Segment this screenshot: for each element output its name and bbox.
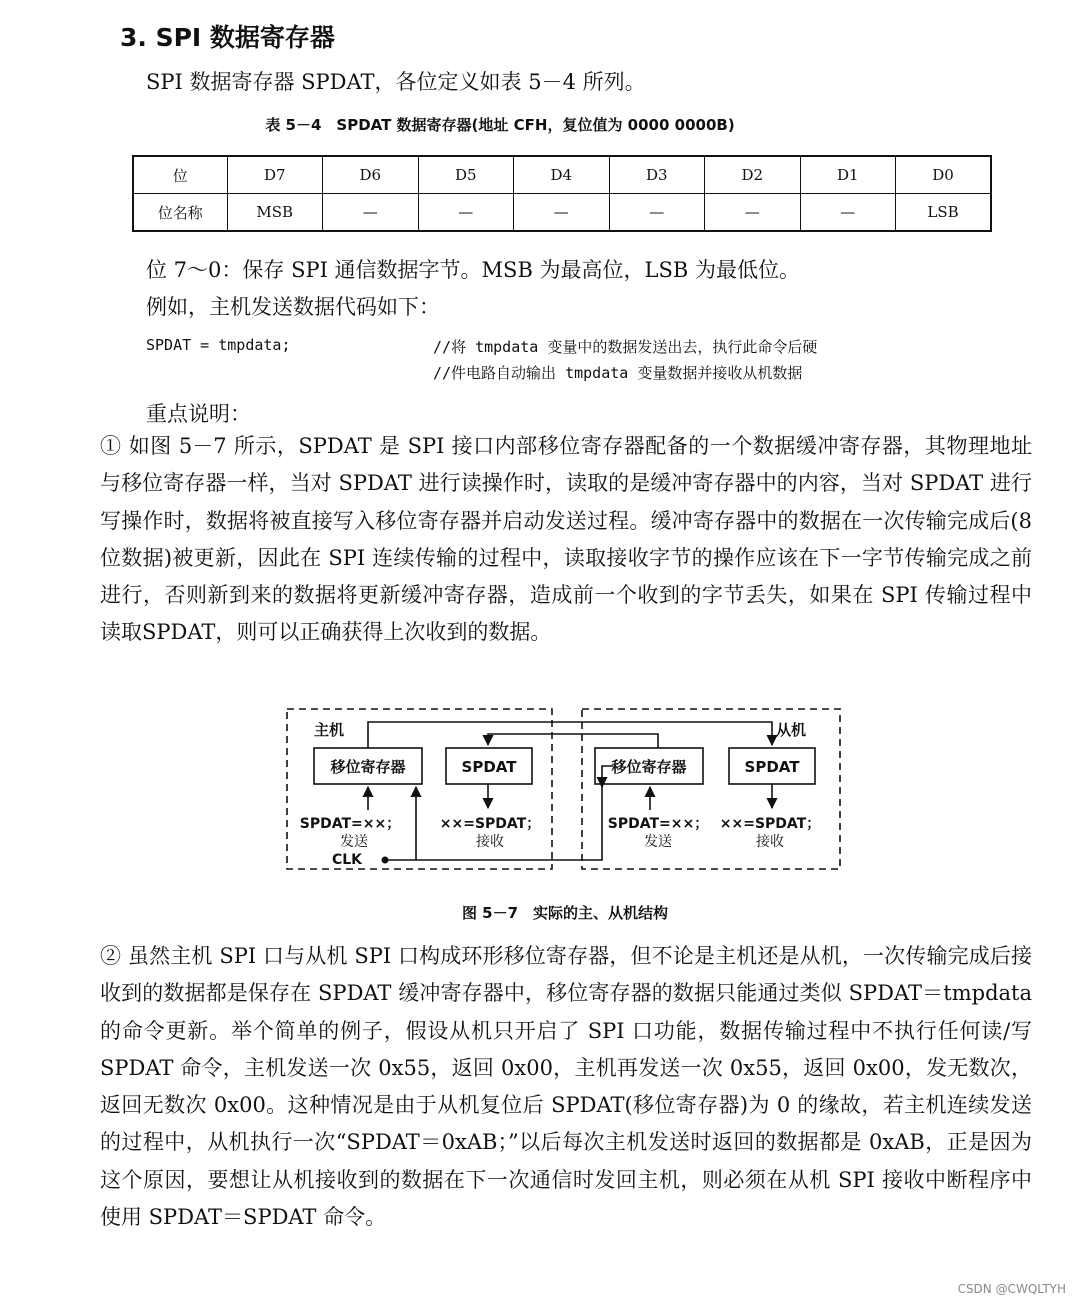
- code-statement: SPDAT = tmpdata;: [146, 336, 291, 354]
- slave-shift-label: 移位寄存器: [611, 758, 687, 776]
- section-heading: 3. SPI 数据寄存器: [120, 23, 335, 52]
- figure-caption: 图 5－7 实际的主、从机结构: [461, 904, 669, 922]
- paragraph-1: ① 如图 5－7 所示，SPDAT 是 SPI 接口内部移位寄存器配备的一个数据缓冲寄存器，其物理地址与移位寄存器一样，当对 SPDAT 进行读操作时，读取的是缓冲寄存器中的内容，当对 SPDAT 进行写操作时，数据将被直接写入移位寄存器并启动发送过程。缓冲寄存器中的数据在一次传输完成后(8 位数据)被更新，因此在 SPI 连续传输的过程中，读取接收字节的操作应该在下一字节传输完成之前进行，否则新到来的数据将更新缓冲寄存器，造成前一个收到的字节丢失，如果在 SPI 传输过程中读取SPDAT，则可以正确获得上次收到的数据。: [100, 434, 1032, 645]
- intro-text: SPI 数据寄存器 SPDAT，各位定义如表 5－4 所列。: [146, 70, 646, 94]
- slave-send-code: SPDAT=××；: [607, 816, 709, 832]
- table-cell: MSB: [227, 194, 323, 232]
- paragraph-2: ② 虽然主机 SPI 口与从机 SPI 口构成环形移位寄存器，但不论是主机还是从机，一次传输完成后接收到的数据都是保存在 SPDAT 缓冲寄存器中，移位寄存器的数据只能通过类似 SPDAT＝tmpdata 的命令更新。举个简单的例子，假设从机只开启了 SPI 口功能，数据传输过程中不执行任何读/写 SPDAT 命令，主机发送一次 0x55，返回 0x00，主机再发送一次 0x55，返回 0x00，发无数次，返回无数次 0x00。这种情况是由于从机复位后 SPDAT(移位寄存器)为 0 的缘故，若主机连续发送的过程中，从机执行一次“SPDAT＝0xAB；”以后每次主机发送时返回的数据都是 0xAB，正是因为这个原因，要想让从机接收到的数据在下一次通信时发回主机，则必须在从机 SPI 接收中断程序中使用 SPDAT＝SPDAT 命令。: [100, 944, 1032, 1230]
- slave-recv-label: 接收: [756, 834, 784, 850]
- table-cell: D5: [418, 156, 514, 194]
- table-cell: D7: [227, 156, 323, 194]
- code-comment-2: //件电路自动输出 tmpdata 变量数据并接收从机数据: [433, 364, 803, 382]
- master-label: 主机: [314, 721, 345, 739]
- master-recv-code: ××=SPDAT；: [439, 816, 541, 832]
- table-cell: —: [609, 194, 705, 232]
- register-table: [132, 155, 992, 232]
- table-caption: 表 5－4 SPDAT 数据寄存器(地址 CFH，复位值为 0000 0000B): [265, 116, 735, 134]
- table-cell: —: [323, 194, 419, 232]
- code-comment-1: //将 tmpdata 变量中的数据发送出去，执行此命令后硬: [433, 338, 818, 356]
- spi-structure-figure: [280, 700, 850, 880]
- slave-send-label: 发送: [644, 834, 672, 850]
- bit-description: 位 7～0：保存 SPI 通信数据字节。MSB 为最高位，LSB 为最低位。: [146, 258, 800, 282]
- table-cell: —: [800, 194, 896, 232]
- table-cell: —: [514, 194, 610, 232]
- key-points-title: 重点说明：: [146, 402, 251, 426]
- table-row: [133, 194, 991, 232]
- slave-recv-code: ××=SPDAT；: [719, 816, 821, 832]
- clk-label: CLK: [331, 852, 362, 868]
- table-cell: D3: [609, 156, 705, 194]
- master-spdat-label: SPDAT: [461, 758, 517, 776]
- table-cell: —: [418, 194, 514, 232]
- watermark: CSDN @CWQLTYH: [957, 1282, 1066, 1296]
- miso-line: [488, 734, 658, 748]
- table-cell: D0: [896, 156, 992, 194]
- table-cell: D1: [800, 156, 896, 194]
- table-cell: —: [705, 194, 801, 232]
- master-shift-label: 移位寄存器: [330, 758, 406, 776]
- table-cell: D4: [514, 156, 610, 194]
- slave-label: 从机: [776, 721, 807, 739]
- master-send-label: 发送: [340, 834, 368, 850]
- table-cell: D2: [705, 156, 801, 194]
- example-intro: 例如，主机发送数据代码如下：: [146, 295, 440, 319]
- clk-node: [382, 857, 389, 864]
- master-recv-label: 接收: [476, 834, 504, 850]
- table-row: [133, 156, 991, 194]
- table-cell: D6: [323, 156, 419, 194]
- table-cell: LSB: [896, 194, 992, 232]
- table-cell: 位: [133, 156, 227, 194]
- slave-spdat-label: SPDAT: [744, 758, 800, 776]
- table-cell: 位名称: [133, 194, 227, 232]
- mosi-line: [368, 722, 772, 748]
- master-send-code: SPDAT=××；: [299, 816, 401, 832]
